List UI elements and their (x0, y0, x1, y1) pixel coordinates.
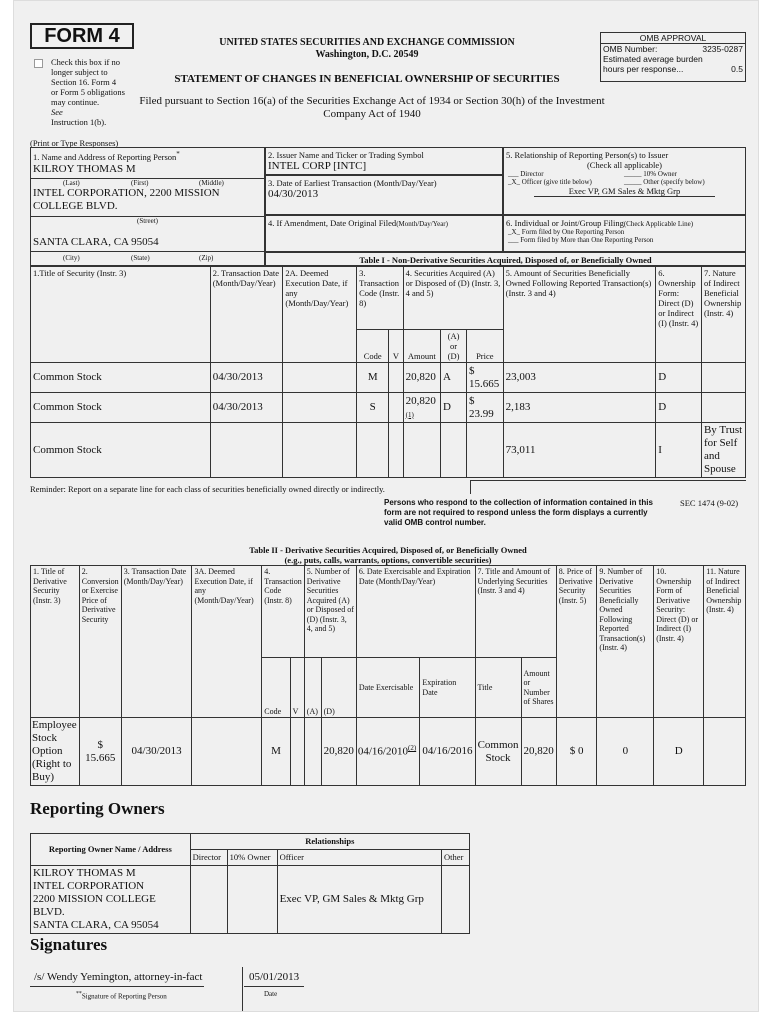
filing-line-1: _X_ Form filed by One Reporting Person (508, 228, 625, 236)
owner-line: _____ 10% Owner (624, 170, 677, 178)
t2-h7: 7. Title and Amount of Underlying Securities (Instr. 3 and 4) (475, 566, 556, 658)
signatures-heading: Signatures (30, 935, 108, 954)
t1-r2-price (467, 423, 504, 478)
ro-name-line-2: INTEL CORPORATION (33, 880, 145, 892)
t1-h-deemed: 2A. Deemed Execution Date, if any (Month/Day/Year) (283, 267, 357, 363)
city-line: SANTA CLARA, CA 95054 (33, 236, 159, 248)
signature-date: 05/01/2013 (249, 971, 300, 983)
ro-col-other: Other (442, 850, 470, 866)
hours-value: 0.5 (731, 64, 743, 74)
box6-sub: (Check Applicable Line) (623, 220, 694, 228)
sec-code: SEC 1474 (9-02) (680, 498, 739, 508)
form-title-box (30, 23, 134, 49)
t2-h11: 11. Nature of Indirect Beneficial Ownership (Instr. 4) (704, 566, 746, 718)
t2-r-date-ex: 04/16/2010 (357, 745, 408, 758)
t2-r-d: 20,820 (321, 718, 356, 786)
t1-r0-form: D (656, 363, 702, 393)
box4-sub: (Month/Day/Year) (396, 220, 448, 228)
table1-title: Table I - Non-Derivative Securities Acquired, Disposed of, or Beneficially Owned (265, 252, 746, 266)
t2-h3a: 3A. Deemed Execution Date, if any (Month/Day/Year) (192, 566, 262, 718)
t1-r1-footnote[interactable]: (1) (405, 410, 414, 419)
officer-line: _X_ Officer (give title below) (508, 178, 592, 186)
box1-name-address (30, 147, 265, 252)
t2-h6: 6. Date Exercisable and Expiration Date (Month/Day/Year) (356, 566, 475, 658)
ro-col-name: Reporting Owner Name / Address (31, 834, 191, 866)
hours-label: hours per response... (603, 64, 684, 74)
t1-r1-price: $ 23.99 (467, 393, 504, 423)
t2-r-conv: $ 15.665 (79, 718, 121, 786)
ro-name-line-1: KILROY THOMAS M (33, 867, 136, 879)
ro-name-cell (31, 866, 191, 934)
t2-sub-title: Title (475, 658, 521, 718)
signature-rule (30, 986, 204, 987)
t1-r2-deemed (283, 423, 357, 478)
omb-number-row (601, 44, 745, 54)
t1-r0-price: $ 15.665 (467, 363, 504, 393)
ro-col-owner10: 10% Owner (227, 850, 277, 866)
t1-r0-code: M (357, 363, 389, 393)
box5-label: 5. Relationship of Reporting Person(s) to Issuer (506, 150, 669, 160)
t2-r-form: D (654, 718, 704, 786)
signature-label-row (76, 990, 167, 1000)
t1-r1-form: D (656, 393, 702, 423)
box4-label-row (266, 216, 502, 228)
t2-r-owned: 0 (597, 718, 654, 786)
reporting-person-name: KILROY THOMAS M (33, 162, 136, 175)
city-label: (City) (63, 254, 80, 262)
t2-r-u-amount: 20,820 (521, 718, 556, 786)
notice-rule-vertical (470, 480, 471, 494)
t1-r1-code: S (357, 393, 389, 423)
t1-r2-title: Common Stock (31, 423, 211, 478)
agency-location: Washington, D.C. 20549 (315, 49, 419, 60)
t1-r2-date (210, 423, 283, 478)
form-title: FORM 4 (44, 25, 120, 47)
t1-r0-amount-cell (403, 363, 440, 393)
signature-label: Signature of Reporting Person (81, 992, 167, 1001)
box1-label: 1. Name and Address of Reporting Person (33, 151, 177, 162)
table1 (30, 266, 746, 478)
t1-sub-amount: Amount (403, 330, 440, 363)
instruction-text: Instruction 1(b). (51, 117, 107, 127)
t2-r-footnote[interactable]: (2) (408, 744, 417, 753)
t1-r1-amount: 20,820 (405, 394, 436, 407)
box4-amendment (265, 215, 503, 252)
box4-label: 4. If Amendment, Date Original Filed (268, 218, 397, 228)
box2-label: 2. Issuer Name and Ticker or Trading Symbol (268, 150, 424, 160)
t1-r1-owned: 2,183 (503, 393, 656, 423)
t1-r2-nature: By Trust for Self and Spouse (701, 423, 745, 478)
hours-row (601, 64, 745, 74)
no-longer-subject-checkbox[interactable] (34, 59, 43, 68)
t1-sub-code: Code (357, 330, 389, 363)
t2-sub-d: (D) (321, 658, 356, 718)
t2-h2: 2. Conversion or Exercise Price of Derivative Security (79, 566, 121, 718)
box6-filing (503, 215, 746, 252)
street-label-row (31, 216, 264, 225)
first-label: (First) (131, 179, 149, 187)
check-box-text: Check this box if no longer subject to Section 16. Form 4 or Form 5 obligations may continue. (51, 57, 125, 107)
city-state-zip-labels (30, 252, 265, 266)
t1-r1-nature (701, 393, 745, 423)
t2-r-price: $ 0 (556, 718, 597, 786)
box3-earliest-date (265, 175, 503, 215)
t1-sub-v: V (389, 330, 403, 363)
reporting-owners-table (30, 833, 470, 934)
signature-star: ** (76, 991, 82, 997)
t2-r-nature (704, 718, 746, 786)
reporting-owners-heading: Reporting Owners (30, 799, 165, 818)
t1-r2-amount (403, 423, 440, 478)
issuer-name: INTEL CORP [INTC] (268, 160, 367, 172)
t1-h-title: 1.Title of Security (Instr. 3) (31, 267, 211, 363)
box1-label-row (31, 148, 264, 163)
t1-r1-amount-cell (403, 393, 440, 423)
box6-label: 6. Individual or Joint/Group Filing (506, 218, 624, 228)
signature-text: /s/ Wendy Yemington, attorney-in-fact (34, 971, 203, 983)
burden-label: Estimated average burden (603, 54, 703, 64)
agency-name: UNITED STATES SECURITIES AND EXCHANGE COMMISSION (219, 37, 515, 48)
t1-r1-title: Common Stock (31, 393, 211, 423)
statement-title: STATEMENT OF CHANGES IN BENEFICIAL OWNERSHIP OF SECURITIES (174, 73, 560, 85)
other-line: _____ Other (specify below) (624, 178, 705, 186)
t1-r2-owned: 73,011 (503, 423, 656, 478)
t2-h10: 10. Ownership Form of Derivative Security: Direct (D) or Indirect (I) (Instr. 4) (654, 566, 704, 718)
ro-director (190, 866, 227, 934)
t1-sub-aord: (A) or (D) (441, 330, 467, 363)
t1-h-securities: 4. Securities Acquired (A) or Disposed of (D) (Instr. 3, 4 and 5) (403, 267, 503, 330)
ro-col-officer: Officer (277, 850, 441, 866)
ro-col-director: Director (190, 850, 227, 866)
t1-r2-ad (441, 423, 467, 478)
t2-sub-date-ex: Date Exercisable (356, 658, 420, 718)
t1-h-ownership-form: 6. Ownership Form: Direct (D) or Indirect (I) (Instr. 4) (656, 267, 702, 363)
earliest-date: 04/30/2013 (268, 188, 319, 200)
notice-rule (470, 480, 746, 481)
last-label: (Last) (63, 179, 80, 187)
t1-r1-ad: D (441, 393, 467, 423)
omb-approval-box (600, 32, 746, 82)
t2-r-v (290, 718, 304, 786)
date-label: Date (264, 990, 278, 998)
t1-h-nature: 7. Nature of Indirect Beneficial Ownership (Instr. 4) (701, 267, 745, 363)
t2-r-date-ex-cell (356, 718, 420, 786)
omb-number-label: OMB Number: (603, 44, 658, 54)
see-instruction (51, 107, 63, 117)
t2-r-code: M (262, 718, 290, 786)
t1-r1-date: 04/30/2013 (210, 393, 283, 423)
ro-name-line-3: 2200 MISSION COLLEGE BLVD. (33, 893, 156, 918)
street-label: (Street) (137, 217, 158, 225)
box5-row1 (504, 170, 745, 178)
table2-subtitle: (e.g., puts, calls, warrants, options, convertible securities) (284, 555, 492, 565)
table-row (31, 423, 746, 478)
see-text: See (51, 107, 63, 117)
signature-divider (242, 967, 243, 1011)
t2-r-date: 04/30/2013 (121, 718, 192, 786)
t1-sub-price: Price (467, 330, 504, 363)
t1-r2-v (389, 423, 403, 478)
name-parts-labels (31, 178, 264, 187)
t1-r2-form: I (656, 423, 702, 478)
zip-label: (Zip) (199, 254, 214, 262)
t2-sub-exp: Expiration Date (420, 658, 475, 718)
middle-label: (Middle) (199, 179, 224, 187)
ro-other (442, 866, 470, 934)
table-row (31, 363, 746, 393)
t2-h1: 1. Title of Derivative Security (Instr. 3) (31, 566, 80, 718)
filing-line-2: ___ Form filed by More than One Reporting Person (508, 236, 654, 244)
t1-r0-ad: A (441, 363, 467, 393)
t1-h-code: 3. Transaction Code (Instr. 8) (357, 267, 404, 330)
box5-sub: (Check all applicable) (586, 160, 663, 170)
t2-sub-code: Code (262, 658, 290, 718)
t1-r0-nature (701, 363, 745, 393)
omb-notice: Persons who respond to the collection of information contained in this form are not required to respond unless the form displays a currently valid OMB control number. (384, 498, 653, 527)
filed-pursuant-text: Filed pursuant to Section 16(a) of the Securities Exchange Act of 1934 or Section 30(h) of the Investment Company Act of 1940 (139, 95, 605, 120)
officer-title: Exec VP, GM Sales & Mktg Grp (534, 186, 715, 197)
t2-h5: 5. Number of Derivative Securities Acquired (A) or Disposed of (D) (Instr. 3, 4, and 5) (304, 566, 356, 658)
t1-h-date: 2. Transaction Date (Month/Day/Year) (210, 267, 283, 363)
box5-row2 (504, 178, 745, 186)
director-line: ___ Director (508, 170, 544, 178)
t2-h9: 9. Number of Derivative Securities Beneficially Owned Following Reported Transaction(s) (Instr. 4) (597, 566, 654, 718)
t2-r-title: Employee Stock Option (Right to Buy) (31, 718, 80, 786)
t2-sub-amount-shares: Amount or Number of Shares (521, 658, 556, 718)
ro-officer-value: Exec VP, GM Sales & Mktg Grp (277, 866, 441, 934)
t1-r0-deemed (283, 363, 357, 393)
box3-label: 3. Date of Earliest Transaction (Month/Day/Year) (268, 178, 437, 188)
t2-r-exp: 04/16/2016 (420, 718, 475, 786)
ro-owner10 (227, 866, 277, 934)
t2-sub-a: (A) (304, 658, 321, 718)
t2-r-a (304, 718, 321, 786)
t1-r0-v (389, 363, 403, 393)
table-row (31, 718, 746, 786)
t2-sub-v: V (290, 658, 304, 718)
print-type-note: (Print or Type Responses) (30, 138, 119, 148)
t2-r-u-title: Common Stock (475, 718, 521, 786)
box1-star: * (176, 150, 180, 158)
state-label: (State) (131, 254, 150, 262)
t1-h-amount-owned: 5. Amount of Securities Beneficially Owned Following Reported Transaction(s) (Instr. 3 and 4) (503, 267, 656, 363)
t2-r-deemed (192, 718, 262, 786)
t1-r0-amount: 20,820 (405, 371, 436, 383)
box6-label-row (504, 216, 745, 228)
date-rule (244, 986, 304, 987)
t1-r0-title: Common Stock (31, 363, 211, 393)
t2-h4: 4. Transaction Code (Instr. 8) (262, 566, 304, 658)
table2 (30, 565, 746, 786)
box5-relationship (503, 147, 746, 215)
t2-h8: 8. Price of Derivative Security (Instr. 5) (556, 566, 597, 718)
reminder-text: Reminder: Report on a separate line for each class of securities beneficially owned directly or indirectly. (30, 484, 385, 494)
ro-name-line-4: SANTA CLARA, CA 95054 (33, 919, 159, 931)
t1-r0-owned: 23,003 (503, 363, 656, 393)
t1-r2-code (357, 423, 389, 478)
t1-r1-v (389, 393, 403, 423)
ro-col-relationships: Relationships (190, 834, 469, 850)
t1-r1-deemed (283, 393, 357, 423)
table-row (31, 866, 470, 934)
t2-h3: 3. Transaction Date (Month/Day/Year) (121, 566, 192, 718)
t1-r0-date: 04/30/2013 (210, 363, 283, 393)
box2-issuer (265, 147, 503, 175)
omb-number: 3235-0287 (702, 44, 743, 54)
omb-approval-title: OMB APPROVAL (601, 33, 745, 44)
table2-title: Table II - Derivative Securities Acquired, Disposed of, or Beneficially Owned (249, 545, 527, 555)
table-row (31, 393, 746, 423)
reporting-person-address: INTEL CORPORATION, 2200 MISSION COLLEGE BLVD. (33, 187, 220, 212)
form-page (13, 0, 759, 1012)
